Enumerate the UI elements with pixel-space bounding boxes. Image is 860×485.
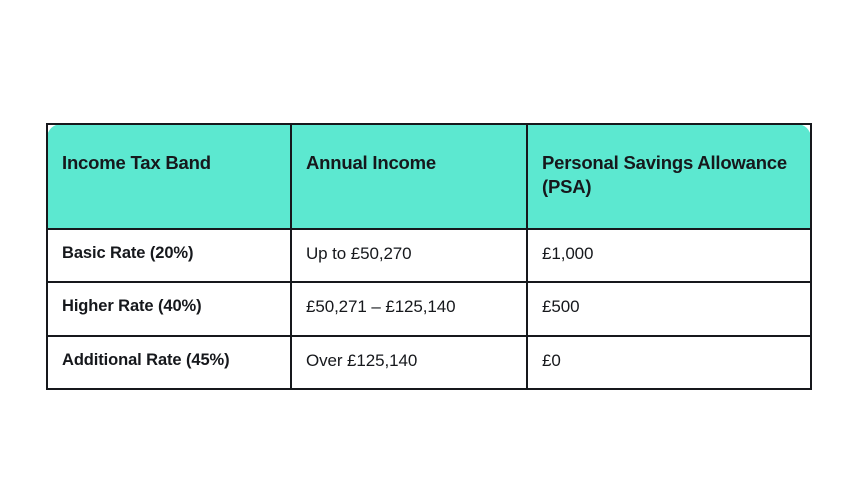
column-header-personal-savings-allowance: Personal Savings Allowance (PSA): [527, 124, 811, 229]
cell-income-tax-band: Higher Rate (40%): [47, 282, 291, 335]
cell-personal-savings-allowance: £0: [527, 336, 811, 389]
cell-income-tax-band: Basic Rate (20%): [47, 229, 291, 282]
column-header-annual-income: Annual Income: [291, 124, 527, 229]
table-row: [47, 229, 811, 282]
cell-income-tax-band: Additional Rate (45%): [47, 336, 291, 389]
cell-annual-income: Up to £50,270: [291, 229, 527, 282]
table-header: [47, 124, 811, 229]
table-header-row: [47, 124, 811, 229]
cell-personal-savings-allowance: £1,000: [527, 229, 811, 282]
table-body: [47, 229, 811, 388]
cell-annual-income: £50,271 – £125,140: [291, 282, 527, 335]
personal-savings-allowance-table: [46, 123, 812, 390]
cell-annual-income: Over £125,140: [291, 336, 527, 389]
table-row: [47, 282, 811, 335]
table-container: [46, 123, 810, 390]
table-row: [47, 336, 811, 389]
cell-personal-savings-allowance: £500: [527, 282, 811, 335]
column-header-income-tax-band: Income Tax Band: [47, 124, 291, 229]
